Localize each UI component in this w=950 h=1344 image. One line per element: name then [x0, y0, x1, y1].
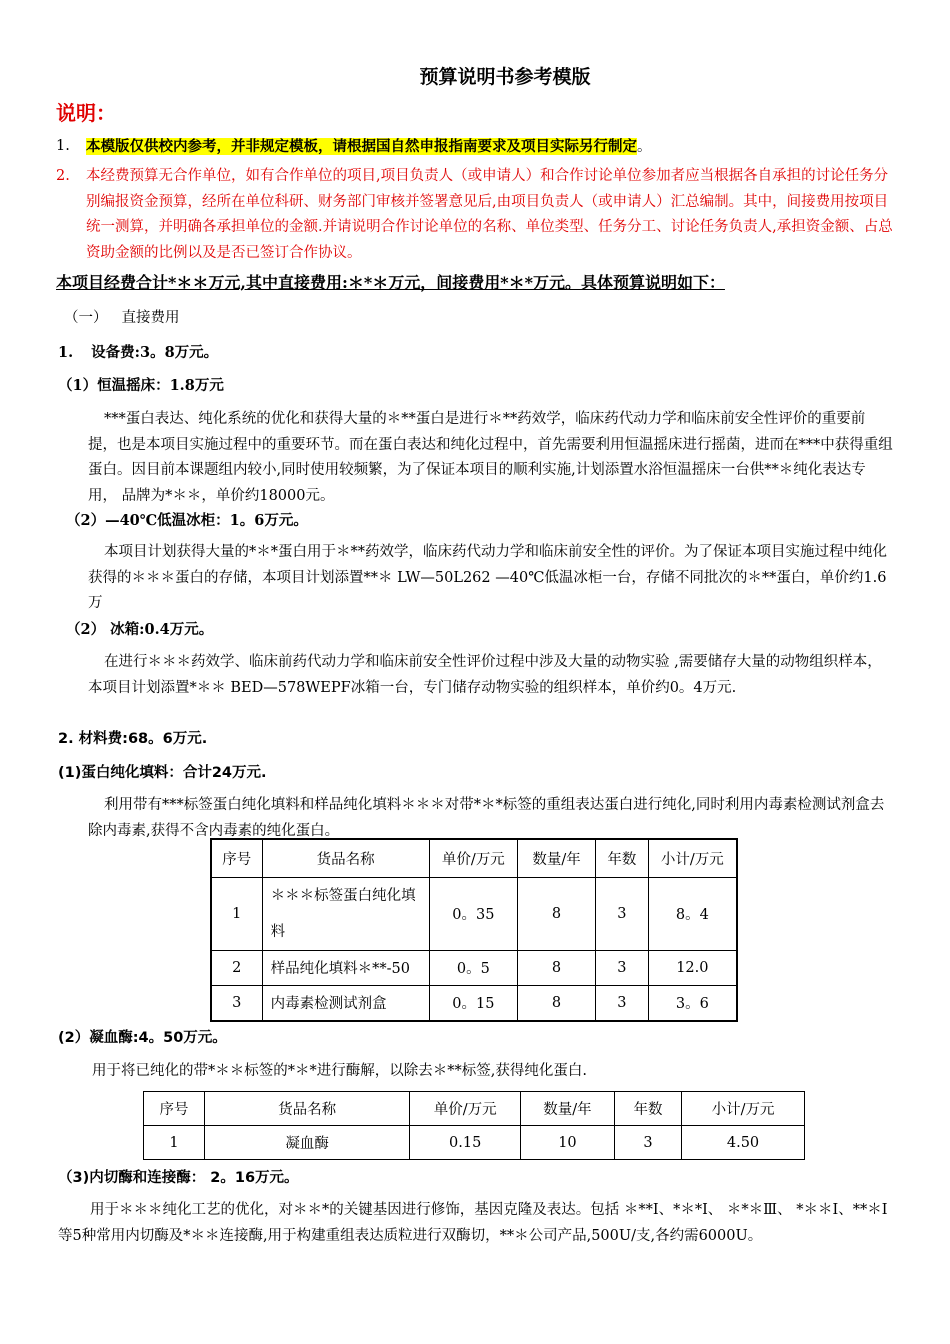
table-cell: 样品纯化填料＊**-50	[262, 950, 429, 985]
table-cell: 12.0	[648, 950, 737, 985]
table-row	[211, 877, 737, 950]
materials-table-1	[210, 838, 738, 1022]
table-header-cell: 货品名称	[262, 839, 429, 877]
equipment-item-2-heading: （2）—40℃低温冰柜：1。6万元。	[66, 512, 308, 529]
table-header-row	[211, 839, 737, 877]
note-1-text: 本模版仅供校内参考，并非规定模板，请根据国自然申报指南要求及项目实际另行制定	[86, 138, 637, 155]
equipment-item-2-text: 本项目计划获得大量的*＊*蛋白用于＊**药效学，临床药代动力学和临床前安全性的评价。为了保证本项目实施过程中纯化获得的＊＊＊蛋白的存储，本项目计划添置**＊ LW—50L262 —40℃低温冰柜一台，存储不同批次的＊**蛋白，单价约1.6万	[88, 544, 887, 611]
equipment-heading-number: 1.	[58, 344, 74, 361]
table-cell: 0。15	[429, 985, 517, 1021]
table-cell: 0.15	[410, 1126, 521, 1160]
equipment-heading	[58, 340, 218, 366]
table-header-cell: 年数	[614, 1092, 681, 1126]
notes-label: 说明：	[56, 101, 116, 125]
page-title: 预算说明书参考模版	[419, 66, 591, 88]
table-cell: 1	[144, 1126, 205, 1160]
budget-summary: 本项目经费合计*＊＊万元,其中直接费用:＊*＊万元，间接费用*＊*万元。具体预算说明如下：	[56, 273, 725, 292]
table-cell: 3	[596, 985, 649, 1021]
table-cell: ＊＊＊标签蛋白纯化填料	[262, 877, 429, 950]
table-cell: 3	[614, 1126, 681, 1160]
equipment-item-3-text: 在进行＊＊＊药效学、临床前药代动力学和临床前安全性评价过程中涉及大量的动物实验 ,需要储存大量的动物组织样本，本项目计划添置*＊＊ BED—578WEPF冰箱一台，专门储存动物实验的组织样本，单价约0。4万元.	[88, 654, 882, 696]
table-header-cell: 序号	[144, 1092, 205, 1126]
table-cell: 内毒素检测试剂盒	[262, 985, 429, 1021]
table-header-cell: 数量/年	[520, 1092, 614, 1126]
table-cell: 10	[520, 1126, 614, 1160]
table-cell: 3。6	[648, 985, 737, 1021]
table-cell: 0。35	[429, 877, 517, 950]
equipment-item-1-heading: （1）恒温摇床：1.8万元	[58, 377, 224, 394]
equipment-heading-text: 设备费:3。8万元。	[91, 344, 219, 361]
materials-item-3-text: 用于＊＊＊纯化工艺的优化，对＊＊*的关键基因进行修饰，基因克隆及表达。包括 ＊**Ⅰ、*＊*Ⅰ、 ＊*＊Ⅲ、 *＊＊Ⅰ、**＊Ⅰ等5种常用内切酶及*＊＊连接酶,用于构建重组表达质粒进行双酶切，**＊公司产品,500U/支,各约需6000U。	[58, 1202, 888, 1244]
note-2-number: 2.	[56, 168, 70, 184]
table-cell: 0。5	[429, 950, 517, 985]
table-header-cell: 数量/年	[517, 839, 595, 877]
table-header-cell: 单价/万元	[410, 1092, 521, 1126]
table-header-cell: 单价/万元	[429, 839, 517, 877]
table-cell: 3	[596, 877, 649, 950]
table-cell: 1	[211, 877, 262, 950]
table-cell: 凝血酶	[204, 1126, 410, 1160]
table-cell: 4.50	[682, 1126, 805, 1160]
table-cell: 2	[211, 950, 262, 985]
table-header-row	[144, 1092, 805, 1126]
materials-item-3-heading: （3)内切酶和连接酶： 2。16万元。	[58, 1170, 299, 1186]
materials-item-2-heading: (2）凝血酶:4。50万元。	[58, 1030, 227, 1046]
materials-item-2-text: 用于将已纯化的带*＊＊标签的*＊*进行酶解，以除去＊**标签,获得纯化蛋白.	[92, 1063, 587, 1079]
table-header-cell: 序号	[211, 839, 262, 877]
table-header-cell: 年数	[596, 839, 649, 877]
note-1-number: 1.	[56, 138, 70, 154]
table-row	[211, 985, 737, 1021]
table-row	[144, 1126, 805, 1160]
table-cell: 3	[596, 950, 649, 985]
table-header-cell: 货品名称	[204, 1092, 410, 1126]
equipment-item-1-text: ***蛋白表达、纯化系统的优化和获得大量的＊**蛋白是进行＊**药效学，临床药代动力学和临床前安全性评价的重要前提，也是本项目实施过程中的重要环节。而在蛋白表达和纯化过程中，首先需要利用恒温摇床进行摇菌，进而在***中获得重组蛋白。因目前本课题组内较小,同时使用较频繁，为了保证本项目的顺利实施,计划添置水浴恒温摇床一台供**＊纯化表达专用， 品牌为*＊＊，单价约18000元。	[88, 411, 893, 504]
table-row	[211, 950, 737, 985]
note-1-tail: 。	[637, 139, 652, 155]
table-cell: 3	[211, 985, 262, 1021]
section-1-heading	[64, 306, 180, 332]
table-cell: 8	[517, 950, 595, 985]
materials-item-1-text: 利用带有***标签蛋白纯化填料和样品纯化填料＊＊＊对带*＊*标签的重组表达蛋白进行纯化,同时利用内毒素检测试剂盒去除内毒素,获得不含内毒素的纯化蛋白。	[88, 797, 885, 839]
table-cell: 8	[517, 985, 595, 1021]
section-1-label: 直接费用	[121, 310, 180, 326]
table-cell: 8。4	[648, 877, 737, 950]
table-header-cell: 小计/万元	[682, 1092, 805, 1126]
note-2-text: 本经费预算无合作单位，如有合作单位的项目,项目负责人（或申请人）和合作讨论单位参加者应当根据各自承担的讨论任务分别编报资金预算，经所在单位科研、财务部门审核并签署意见后,由项目负责人（或申请人）汇总编制。其中，间接费用按项目统一测算，并明确各承担单位的金额.并请说明合作讨论单位的名称、单位类型、任务分工、讨论任务负责人,承担资金额、占总资助金额的比例以及是否已签订合作协议。	[86, 168, 893, 261]
materials-table-2	[143, 1091, 805, 1160]
equipment-item-3-heading: （2） 冰箱:0.4万元。	[66, 621, 214, 638]
materials-heading: 2. 材料费:68。6万元.	[58, 731, 208, 747]
materials-item-1-heading: (1)蛋白纯化填料：合计24万元.	[58, 765, 267, 781]
table-header-cell: 小计/万元	[648, 839, 737, 877]
table-cell: 8	[517, 877, 595, 950]
section-1-number: （一）	[64, 310, 108, 326]
